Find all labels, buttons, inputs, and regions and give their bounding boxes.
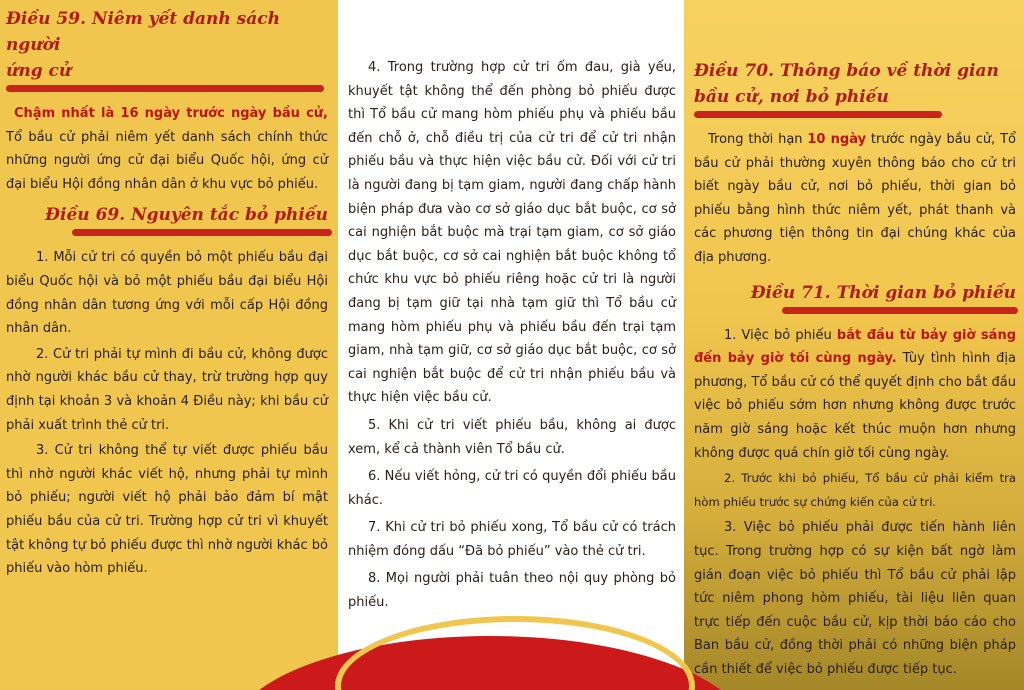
article-69-clause-7: 7. Khi cử tri bỏ phiếu xong, Tổ bầu cử có trách nhiệm đóng dấu “Đã bỏ phiếu” vào thẻ cử tri. (348, 520, 676, 559)
heading-underline (782, 307, 1018, 314)
article-70-deadline: 10 ngày (807, 132, 867, 147)
article-69-clause-2: 2. Cử tri phải tự mình đi bầu cử, không được nhờ người khác bầu cử thay, trừ trường hợp quy định tại khoản 3 và khoản 4 Điều này; khi bầu cử phải xuất trình thẻ cử tri. (6, 346, 328, 433)
article-69-clause-5: 5. Khi cử tri viết phiếu bầu, không ai được xem, kể cả thành viên Tổ bầu cử. (348, 417, 676, 457)
article-59-title-line2: ứng cử (6, 61, 72, 81)
heading-underline (72, 229, 332, 236)
article-69-clause-8: 8. Mọi người phải tuân theo nội quy phòng bỏ phiếu. (348, 571, 676, 611)
article-59-deadline: Chậm nhất là 16 ngày trước ngày bầu cử, (14, 106, 328, 121)
article-59-body (6, 102, 328, 196)
article-70-title-line2: bầu cử, nơi bỏ phiếu (694, 87, 889, 107)
article-69-title: Điều 69. Nguyên tắc bỏ phiếu (45, 205, 328, 226)
article-70-text-post: trước ngày bầu cử, Tổ bầu cử phải thường xuyên thông báo cho cử tri biết ngày bầu cử, nơi bỏ phiếu, thời gian bỏ phiếu bằng hình thức niêm yết, phát thanh và các phương tiện thông tin đại chúng khác của địa phương. (694, 132, 1016, 265)
heading-underline (6, 85, 324, 92)
article-70-title (694, 58, 1016, 110)
article-71-voting-hours: bắt đầu từ bảy giờ sáng đến bảy giờ tối cùng ngày. (694, 327, 1017, 367)
article-71-clause-3: 3. Việc bỏ phiếu phải được tiến hành liên tục. Trong trường hợp có sự kiện bất ngờ làm gián đoạn việc bỏ phiếu thì Tổ bầu cử phải lập tức niêm phong hòm phiếu, tài liệu liên quan trực tiếp đến cuộc bầu cử, kịp thời báo cáo cho Ban bầu cử, đồng thời phải có những biện pháp cần thiết để việc bỏ phiếu được tiếp tục. (694, 520, 1016, 677)
middle-column (338, 0, 684, 690)
article-69-clause-6: 6. Nếu viết hỏng, cử tri có quyền đổi phiếu bầu khác. (348, 469, 676, 508)
article-71-clause-2: 2. Trước khi bỏ phiếu, Tổ bầu cử phải kiểm tra hòm phiếu trước sự chứng kiến của cử tri. (694, 471, 1016, 509)
article-70-title-line1: Điều 70. Thông báo về thời gian (694, 61, 999, 81)
article-69-clause-3: 3. Cử tri không thể tự viết được phiếu bầu thì nhờ người khác viết hộ, nhưng phải tự mình bỏ phiếu; người viết hộ phải bảo đảm bí mật phiếu bầu của cử tri. Trường hợp cử tri vì khuyết tật không tự bỏ phiếu được thì nhờ người khác bỏ phiếu vào hòm phiếu. (6, 443, 328, 577)
article-59-title (6, 6, 328, 84)
right-column (684, 0, 1024, 690)
article-59-title-line1: Điều 59. Niêm yết danh sách người (6, 9, 280, 55)
article-71-clause-1-pre: 1. Việc bỏ phiếu (724, 327, 837, 343)
article-71-clause-1 (694, 324, 1016, 466)
left-column (0, 0, 338, 690)
article-70-body (694, 128, 1016, 270)
article-71-clause-1-post: Tùy tình hình địa phương, Tổ bầu cử có thể quyết định cho bắt đầu việc bỏ phiếu sớm hơn nhưng không được trước năm giờ sáng hoặc kết thúc muộn hơn nhưng không được quá chín giờ tối cùng ngày. (694, 351, 1017, 461)
article-71-title: Điều 71. Thời gian bỏ phiếu (750, 282, 1016, 303)
article-59-text: Tổ bầu cử phải niêm yết danh sách chính thức những người ứng cử đại biểu Quốc hội, ứng cử đại biểu Hội đồng nhân dân ở khu vực bỏ phiếu. (6, 129, 328, 192)
heading-underline (694, 111, 942, 118)
article-69-clause-4: 4. Trong trường hợp cử tri ốm đau, già yếu, khuyết tật không thể đến phòng bỏ phiếu được thì Tổ bầu cử mang hòm phiếu phụ và phiếu bầu đến chỗ ở, chỗ điều trị của cử tri để cử tri nhận phiếu bầu và thực hiện việc bầu cử. Đối với cử tri là người đang bị tạm giam, người đang chấp hành biện pháp đưa vào cơ sở giáo dục bắt buộc, cơ sở cai nghiện bắt buộc mà trại tạm giam, cơ sở giáo dục bắt buộc, cơ sở cai nghiện bắt buộc không tổ chức khu vực bỏ phiếu riêng hoặc cử tri là người đang bị tạm giữ tại nhà tạm giữ thì Tổ bầu cử mang hòm phiếu phụ và phiếu bầu đến trại tạm giam, nhà tạm giữ, cơ sở giáo dục bắt buộc, cơ sở cai nghiện bắt buộc để cử tri nhận phiếu bầu và thực hiện việc bầu cử. (348, 60, 676, 406)
article-69-clause-1: 1. Mỗi cử tri có quyền bỏ một phiếu bầu đại biểu Quốc hội và bỏ một phiếu bầu đại biểu Hội đồng nhân dân tương ứng với mỗi cấp Hội đồng nhân dân. (6, 250, 328, 337)
article-70-text-pre: Trong thời hạn (708, 132, 808, 147)
